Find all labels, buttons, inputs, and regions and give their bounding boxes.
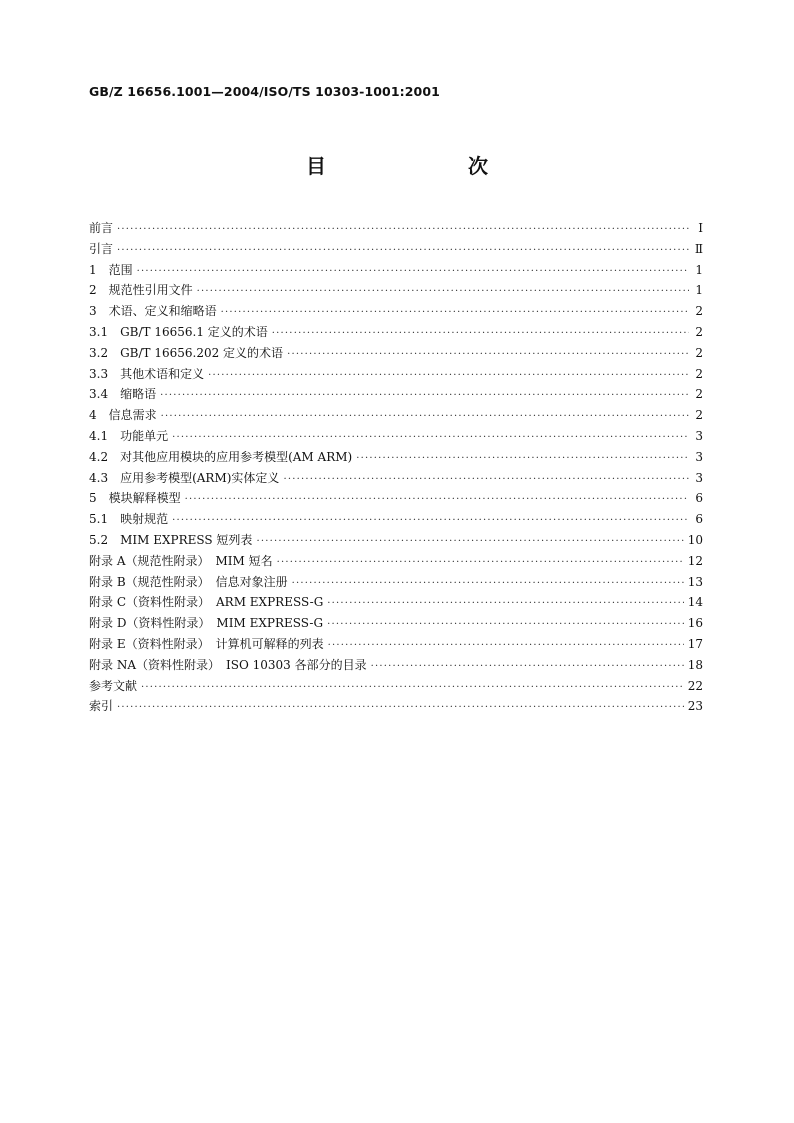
toc-entry-title: 5 模块解释模型 [89, 491, 181, 506]
toc-entry[interactable] [89, 592, 703, 613]
toc-entry[interactable] [89, 426, 703, 447]
toc-entry-title: 4.2 对其他应用模块的应用参考模型(AM ARM) [89, 449, 353, 464]
toc-entry-page-number: 10 [687, 532, 703, 547]
toc-entry-page-number: 23 [687, 699, 703, 714]
toc-entry-title: 3.4 缩略语 [89, 387, 157, 402]
toc-entry-page-number: 2 [695, 387, 703, 402]
toc-entry[interactable] [89, 343, 703, 364]
toc-entry-title: 附录 A（规范性附录） MIM 短名 [89, 553, 273, 568]
toc-entry-page-number: 1 [695, 262, 703, 277]
toc-entry-title: 附录 E（资料性附录） 计算机可解释的列表 [89, 636, 324, 651]
toc-entry-page-number: 1 [695, 283, 703, 298]
toc-entry[interactable] [89, 613, 703, 634]
toc-entry-title: 3.3 其他术语和定义 [89, 366, 205, 381]
toc-entry-page-number: 3 [695, 449, 703, 464]
toc-entry-page-number: 14 [687, 595, 703, 610]
toc-entry-title: 5.1 映射规范 [89, 512, 169, 527]
dot-leader [283, 470, 689, 491]
toc-entry[interactable] [89, 301, 703, 322]
toc-entry[interactable] [89, 551, 703, 572]
toc-entry[interactable] [89, 572, 703, 593]
dot-leader [208, 366, 689, 387]
toc-entry[interactable] [89, 322, 703, 343]
toc-entry-title: 5.2 MIM EXPRESS 短列表 [89, 532, 253, 547]
dot-leader [327, 594, 683, 615]
dot-leader [117, 220, 689, 241]
dot-leader [161, 407, 689, 428]
toc-entry-title: 引言 [89, 241, 114, 256]
toc-entry-page-number: 6 [695, 491, 703, 506]
toc-entry-title: 2 规范性引用文件 [89, 283, 193, 298]
toc-entry-page-number: 2 [695, 304, 703, 319]
toc-entry[interactable] [89, 509, 703, 530]
toc-entry-title: 4 信息需求 [89, 408, 157, 423]
toc-entry-page-number: 2 [695, 345, 703, 360]
toc-entry-page-number: 6 [695, 512, 703, 527]
toc-entry[interactable] [89, 405, 703, 426]
dot-leader [141, 678, 684, 699]
toc-entry[interactable] [89, 239, 703, 260]
toc-entry[interactable] [89, 655, 703, 676]
toc-entry-page-number: Ⅰ [698, 221, 703, 235]
toc-entry[interactable] [89, 696, 703, 717]
toc-entry-title: 3.2 GB/T 16656.202 定义的术语 [89, 345, 284, 360]
toc-entry[interactable] [89, 634, 703, 655]
dot-leader [172, 511, 689, 532]
dot-leader [117, 241, 689, 262]
dot-leader [287, 345, 689, 366]
dot-leader [221, 303, 689, 324]
toc-entry-page-number: 18 [687, 657, 703, 672]
toc-entry-page-number: Ⅱ [694, 241, 703, 256]
dot-leader [356, 449, 689, 470]
dot-leader [185, 490, 689, 511]
dot-leader [172, 428, 689, 449]
toc-entry-page-number: 2 [695, 408, 703, 423]
dot-leader [292, 574, 684, 595]
toc-entry-page-number: 12 [687, 553, 703, 568]
dot-leader [327, 615, 684, 636]
toc-entry[interactable] [89, 676, 703, 697]
toc-entry[interactable] [89, 530, 703, 551]
standard-number-header: GB/Z 16656.1001—2004/ISO/TS 10303-1001:2001 [89, 84, 440, 99]
toc-entry[interactable] [89, 218, 703, 239]
toc-entry-page-number: 13 [687, 574, 703, 589]
toc-entry-title: 3 术语、定义和缩略语 [89, 304, 217, 319]
toc-entry-page-number: 17 [687, 636, 703, 651]
toc-entry-title: 索引 [89, 699, 114, 714]
page-title: 目 次 [306, 154, 522, 178]
dot-leader [117, 698, 684, 719]
dot-leader [197, 282, 689, 303]
toc-entry-page-number: 3 [695, 470, 703, 485]
toc-entry-page-number: 2 [695, 366, 703, 381]
toc-entry-page-number: 16 [687, 616, 703, 631]
toc-entry[interactable] [89, 384, 703, 405]
toc-entry[interactable] [89, 488, 703, 509]
toc-entry-page-number: 22 [687, 678, 703, 693]
dot-leader [256, 532, 683, 553]
toc-entry-title: 4.3 应用参考模型(ARM)实体定义 [89, 470, 280, 485]
toc-entry-title: 3.1 GB/T 16656.1 定义的术语 [89, 324, 268, 339]
toc-entry[interactable] [89, 364, 703, 385]
toc-entry-title: 1 范围 [89, 262, 133, 277]
dot-leader [328, 636, 684, 657]
table-of-contents [89, 218, 703, 717]
dot-leader [272, 324, 689, 345]
dot-leader [277, 553, 684, 574]
toc-entry[interactable] [89, 468, 703, 489]
toc-entry-title: 4.1 功能单元 [89, 428, 169, 443]
toc-entry-title: 附录 D（资料性附录） MIM EXPRESS-G [89, 616, 324, 631]
dot-leader [160, 386, 689, 407]
toc-entry-title: 附录 NA（资料性附录） ISO 10303 各部分的目录 [89, 657, 367, 672]
toc-entry[interactable] [89, 260, 703, 281]
toc-entry[interactable] [89, 447, 703, 468]
toc-entry-title: 参考文献 [89, 678, 138, 693]
toc-entry[interactable] [89, 280, 703, 301]
toc-entry-page-number: 3 [695, 428, 703, 443]
toc-entry-page-number: 2 [695, 324, 703, 339]
dot-leader [371, 657, 684, 678]
toc-entry-title: 前言 [89, 221, 114, 235]
dot-leader [137, 262, 689, 283]
toc-entry-title: 附录 C（资料性附录） ARM EXPRESS-G [89, 595, 324, 610]
toc-entry-title: 附录 B（规范性附录） 信息对象注册 [89, 574, 288, 589]
